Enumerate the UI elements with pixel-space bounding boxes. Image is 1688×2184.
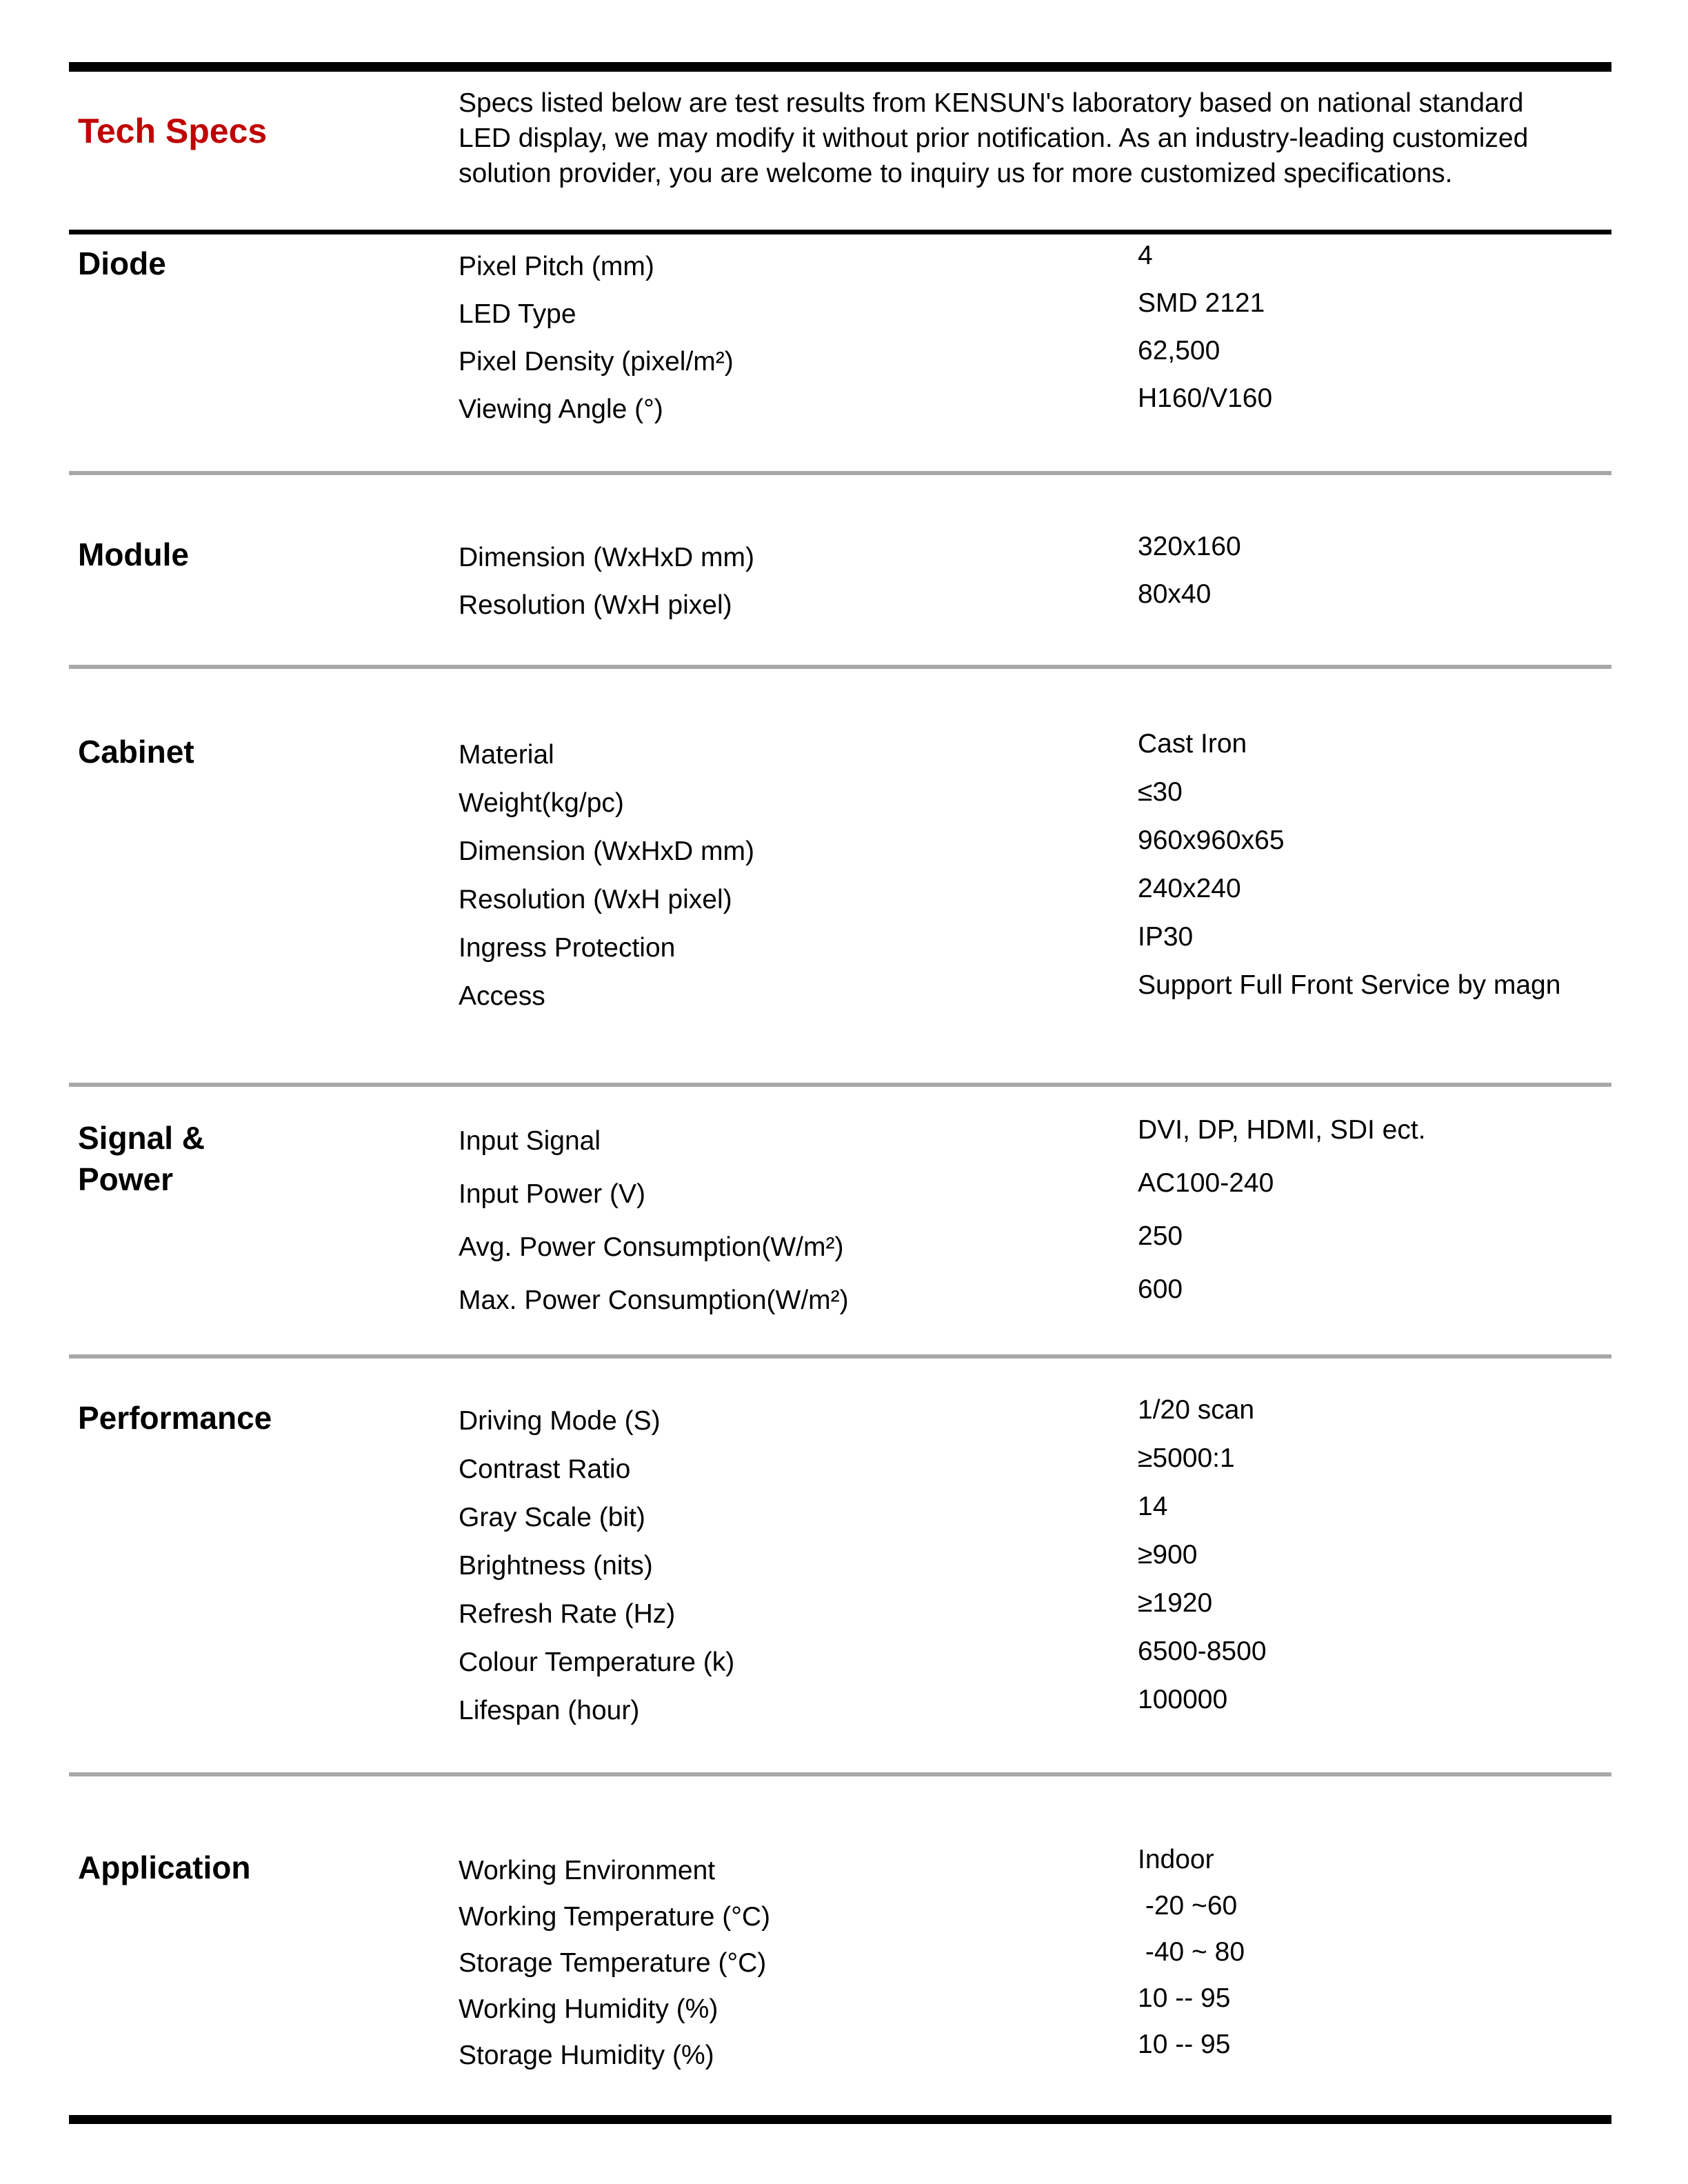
spec-label: Storage Temperature (°C) <box>459 1948 767 1978</box>
page-title: Tech Specs <box>78 112 268 150</box>
section <box>69 532 1611 637</box>
spec-label: Colour Temperature (k) <box>459 1647 735 1677</box>
spec-label: Pixel Density (pixel/m²) <box>459 347 734 377</box>
spec-row <box>459 1636 1611 1695</box>
spec-row <box>459 1983 1611 2040</box>
spec-value: 600 <box>1138 1274 1183 1304</box>
spec-label: Driving Mode (S) <box>459 1406 661 1436</box>
spec-value: 62,500 <box>1138 336 1220 365</box>
section <box>69 241 1611 441</box>
spec-label: Input Signal <box>459 1126 601 1156</box>
spec-label: Storage Humidity (%) <box>459 2041 714 2070</box>
spec-value: -40 ~ 80 <box>1138 1937 1245 1967</box>
section-title: Application <box>78 1850 251 1885</box>
spec-row <box>459 970 1611 1029</box>
section <box>69 1845 1611 2086</box>
spec-row <box>459 579 1611 637</box>
spec-label: Ingress Protection <box>459 933 676 963</box>
section-rows <box>459 1845 1611 2086</box>
section-rows <box>459 532 1611 637</box>
section <box>69 1115 1611 1338</box>
section-rows <box>459 1115 1611 1338</box>
spec-label: Gray Scale (bit) <box>459 1503 645 1532</box>
spec-value: ≥1920 <box>1138 1588 1213 1618</box>
spec-value: 240x240 <box>1138 874 1241 903</box>
spec-label: Refresh Rate (Hz) <box>459 1599 676 1629</box>
spec-label: LED Type <box>459 299 576 329</box>
spec-value: SMD 2121 <box>1138 288 1265 318</box>
page-description: Specs listed below are test results from KENSUN's laboratory based on national standard LED display, we may modify it without prior notification. As an industry-leading customized solution provider, you are welcome to inquiry us for more customized specifications. <box>459 88 1529 188</box>
spec-row <box>459 1274 1611 1338</box>
spec-label: Pixel Pitch (mm) <box>459 252 654 281</box>
spec-value: ≤30 <box>1138 777 1183 807</box>
spec-row <box>459 241 1611 299</box>
spec-row <box>459 1588 1611 1647</box>
spec-label: Resolution (WxH pixel) <box>459 885 732 914</box>
spec-row <box>459 1443 1611 1502</box>
spec-value: 320x160 <box>1138 532 1241 561</box>
spec-label: Material <box>459 740 554 770</box>
section-title: Signal & Power <box>78 1120 205 1197</box>
spec-value: Support Full Front Service by magn <box>1138 970 1561 1000</box>
spec-value: 250 <box>1138 1221 1183 1251</box>
spec-label: Contrast Ratio <box>459 1454 631 1484</box>
header-rule <box>69 230 1611 234</box>
spec-label: Max. Power Consumption(W/m²) <box>459 1285 849 1315</box>
spec-value: H160/V160 <box>1138 383 1273 413</box>
section-divider <box>69 1772 1611 1776</box>
spec-row <box>459 1168 1611 1232</box>
spec-label: Working Environment <box>459 1856 716 1885</box>
spec-value: ≥5000:1 <box>1138 1443 1235 1473</box>
spec-label: Lifespan (hour) <box>459 1696 640 1725</box>
section-divider <box>69 665 1611 669</box>
spec-value: 10 -- 95 <box>1138 2030 1231 2059</box>
spec-row <box>459 1221 1611 1285</box>
section-divider <box>69 471 1611 475</box>
spec-row <box>459 1685 1611 1743</box>
section-title: Performance <box>78 1400 272 1436</box>
spec-value: 4 <box>1138 241 1153 270</box>
spec-row <box>459 874 1611 932</box>
spec-label: Brightness (nits) <box>459 1551 653 1581</box>
spec-row <box>459 532 1611 590</box>
spec-value: ≥900 <box>1138 1540 1198 1570</box>
spec-value: AC100-240 <box>1138 1168 1274 1198</box>
spec-value: 80x40 <box>1138 579 1212 609</box>
spec-label: Dimension (WxHxD mm) <box>459 836 754 866</box>
spec-row <box>459 383 1611 441</box>
spec-row <box>459 825 1611 884</box>
spec-label: Avg. Power Consumption(W/m²) <box>459 1232 844 1262</box>
section-rows <box>459 1395 1611 1743</box>
section-divider <box>69 1083 1611 1087</box>
section-rows <box>459 241 1611 441</box>
spec-label: Resolution (WxH pixel) <box>459 590 732 620</box>
spec-label: Working Temperature (°C) <box>459 1902 770 1932</box>
spec-row <box>459 1395 1611 1454</box>
section-title: Diode <box>78 246 166 281</box>
spec-value: 100000 <box>1138 1685 1228 1714</box>
section-title: Cabinet <box>78 734 194 770</box>
spec-label: Input Power (V) <box>459 1179 645 1209</box>
section-divider <box>69 1354 1611 1359</box>
top-rule <box>69 62 1611 72</box>
spec-value: 1/20 scan <box>1138 1395 1255 1425</box>
section <box>69 1395 1611 1743</box>
bottom-rule <box>69 2115 1611 2124</box>
spec-label: Working Humidity (%) <box>459 1994 719 2024</box>
spec-value: 10 -- 95 <box>1138 1983 1231 2013</box>
spec-value: 14 <box>1138 1492 1168 1521</box>
spec-row <box>459 288 1611 346</box>
spec-row <box>459 336 1611 394</box>
spec-value: 960x960x65 <box>1138 825 1285 855</box>
section-rows <box>459 729 1611 1029</box>
spec-value: Cast Iron <box>1138 729 1247 759</box>
spec-row <box>459 1492 1611 1550</box>
spec-label: Weight(kg/pc) <box>459 788 624 818</box>
spec-row <box>459 1540 1611 1599</box>
spec-label: Dimension (WxHxD mm) <box>459 543 754 572</box>
spec-value: -20 ~60 <box>1138 1891 1238 1921</box>
spec-row <box>459 1937 1611 1994</box>
spec-label: Viewing Angle (°) <box>459 394 663 424</box>
spec-value: DVI, DP, HDMI, SDI ect. <box>1138 1115 1426 1145</box>
spec-label: Access <box>459 981 545 1011</box>
section-title: Module <box>78 537 189 572</box>
spec-value: 6500-8500 <box>1138 1636 1267 1666</box>
spec-row <box>459 777 1611 836</box>
spec-row <box>459 2030 1611 2086</box>
spec-row <box>459 1115 1611 1179</box>
spec-value: IP30 <box>1138 922 1194 952</box>
spec-row <box>459 729 1611 788</box>
section <box>69 729 1611 1029</box>
spec-value: Indoor <box>1138 1845 1214 1874</box>
spec-row <box>459 1845 1611 1901</box>
spec-row <box>459 1891 1611 1947</box>
